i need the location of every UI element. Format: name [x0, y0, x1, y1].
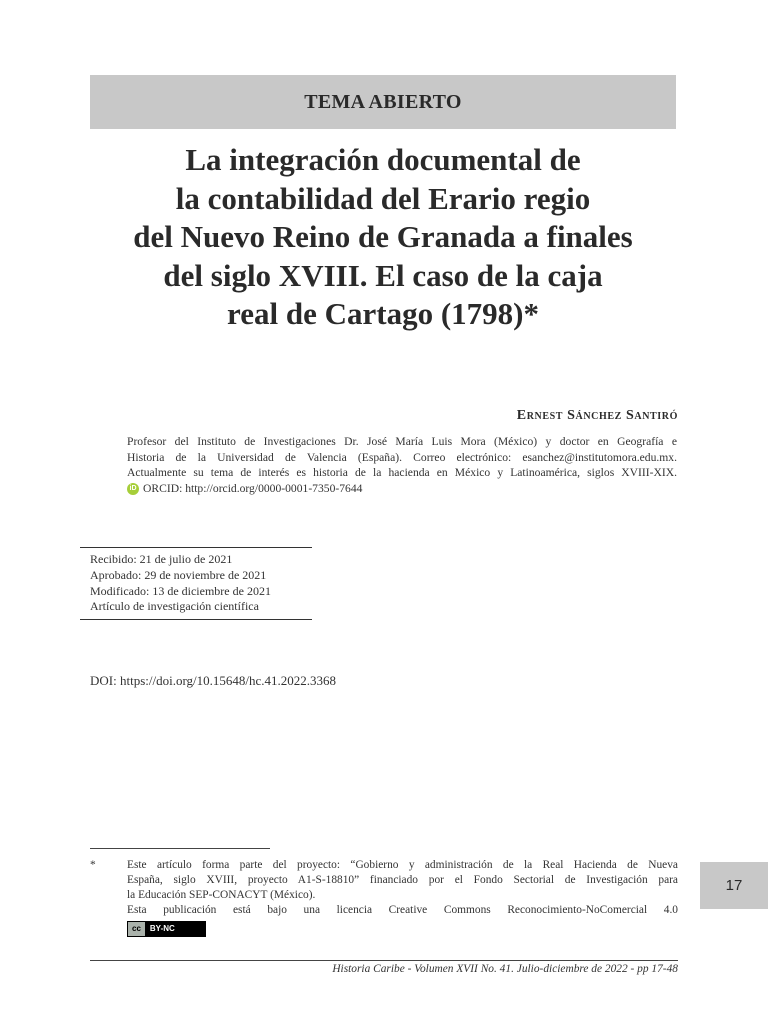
modified-date: Modificado: 13 de diciembre de 2021	[90, 583, 271, 598]
footer-divider	[90, 960, 678, 961]
orcid-link[interactable]	[127, 481, 677, 497]
page-number: 17	[725, 877, 743, 894]
article-title	[80, 141, 686, 334]
cc-license-badge[interactable]	[127, 921, 206, 937]
author-name: Ernest Sánchez Santiró	[516, 408, 678, 423]
title-line: del Nuevo Reino de Granada a finales	[133, 219, 633, 254]
orcid-icon: iD	[127, 483, 139, 495]
title-line: real de Cartago (1798)*	[227, 296, 539, 331]
title-line: del siglo XVIII. El caso de la caja	[163, 257, 603, 293]
dates-box	[80, 547, 312, 620]
article-type: Artículo de investigación científica	[90, 599, 259, 614]
title-line: la contabilidad del Erario regio	[175, 180, 591, 216]
license-label: BY-NC	[146, 922, 205, 936]
cc-icon: cc	[128, 922, 146, 936]
section-label: TEMA ABIERTO	[304, 90, 462, 113]
footnote-divider	[90, 848, 270, 849]
approved-date: Aprobado: 29 de noviembre de 2021	[90, 567, 267, 582]
section-banner	[90, 75, 676, 129]
footnote-line: Esta publicación está bajo una licencia Creative Commons Reconocimiento-NoComercial 4.0	[127, 904, 678, 916]
author-bio	[127, 434, 677, 496]
footnote-line: la Educación SEP-CONACYT (México).	[127, 889, 316, 901]
orcid-text[interactable]: ORCID: http://orcid.org/0000-0001-7350-7644	[143, 481, 363, 495]
bio-line: Profesor del Instituto de Investigaciones Dr. José María Luis Mora (México) y doctor en Geografía e	[127, 435, 677, 448]
title-line: La integración documental de	[185, 142, 581, 177]
footnote-line: Este artículo forma parte del proyecto: “Gobierno y administración de la Real Hacienda de Nueva	[127, 859, 678, 871]
doi-link[interactable]: DOI: https://doi.org/10.15648/hc.41.2022.3368	[90, 673, 337, 688]
footnote	[90, 858, 678, 937]
footnote-line: España, siglo XVIII, proyecto A1-S-18810” financiado por el Fondo Sectorial de Investigación para	[127, 874, 678, 886]
page-number-tab	[700, 862, 768, 909]
received-date: Recibido: 21 de julio de 2021	[90, 552, 233, 566]
bio-line: Actualmente su tema de interés es historia de la hacienda en México y Latinoamérica, siglos XVIII-XIX.	[127, 466, 677, 480]
footnote-marker: *	[90, 859, 96, 871]
running-footer: Historia Caribe - Volumen XVII No. 41. Julio-diciembre de 2022 - pp 17-48	[332, 963, 678, 975]
bio-line: Historia de la Universidad de Valencia (España). Correo electrónico: esanchez@institutomora.edu.mx.	[127, 450, 677, 464]
